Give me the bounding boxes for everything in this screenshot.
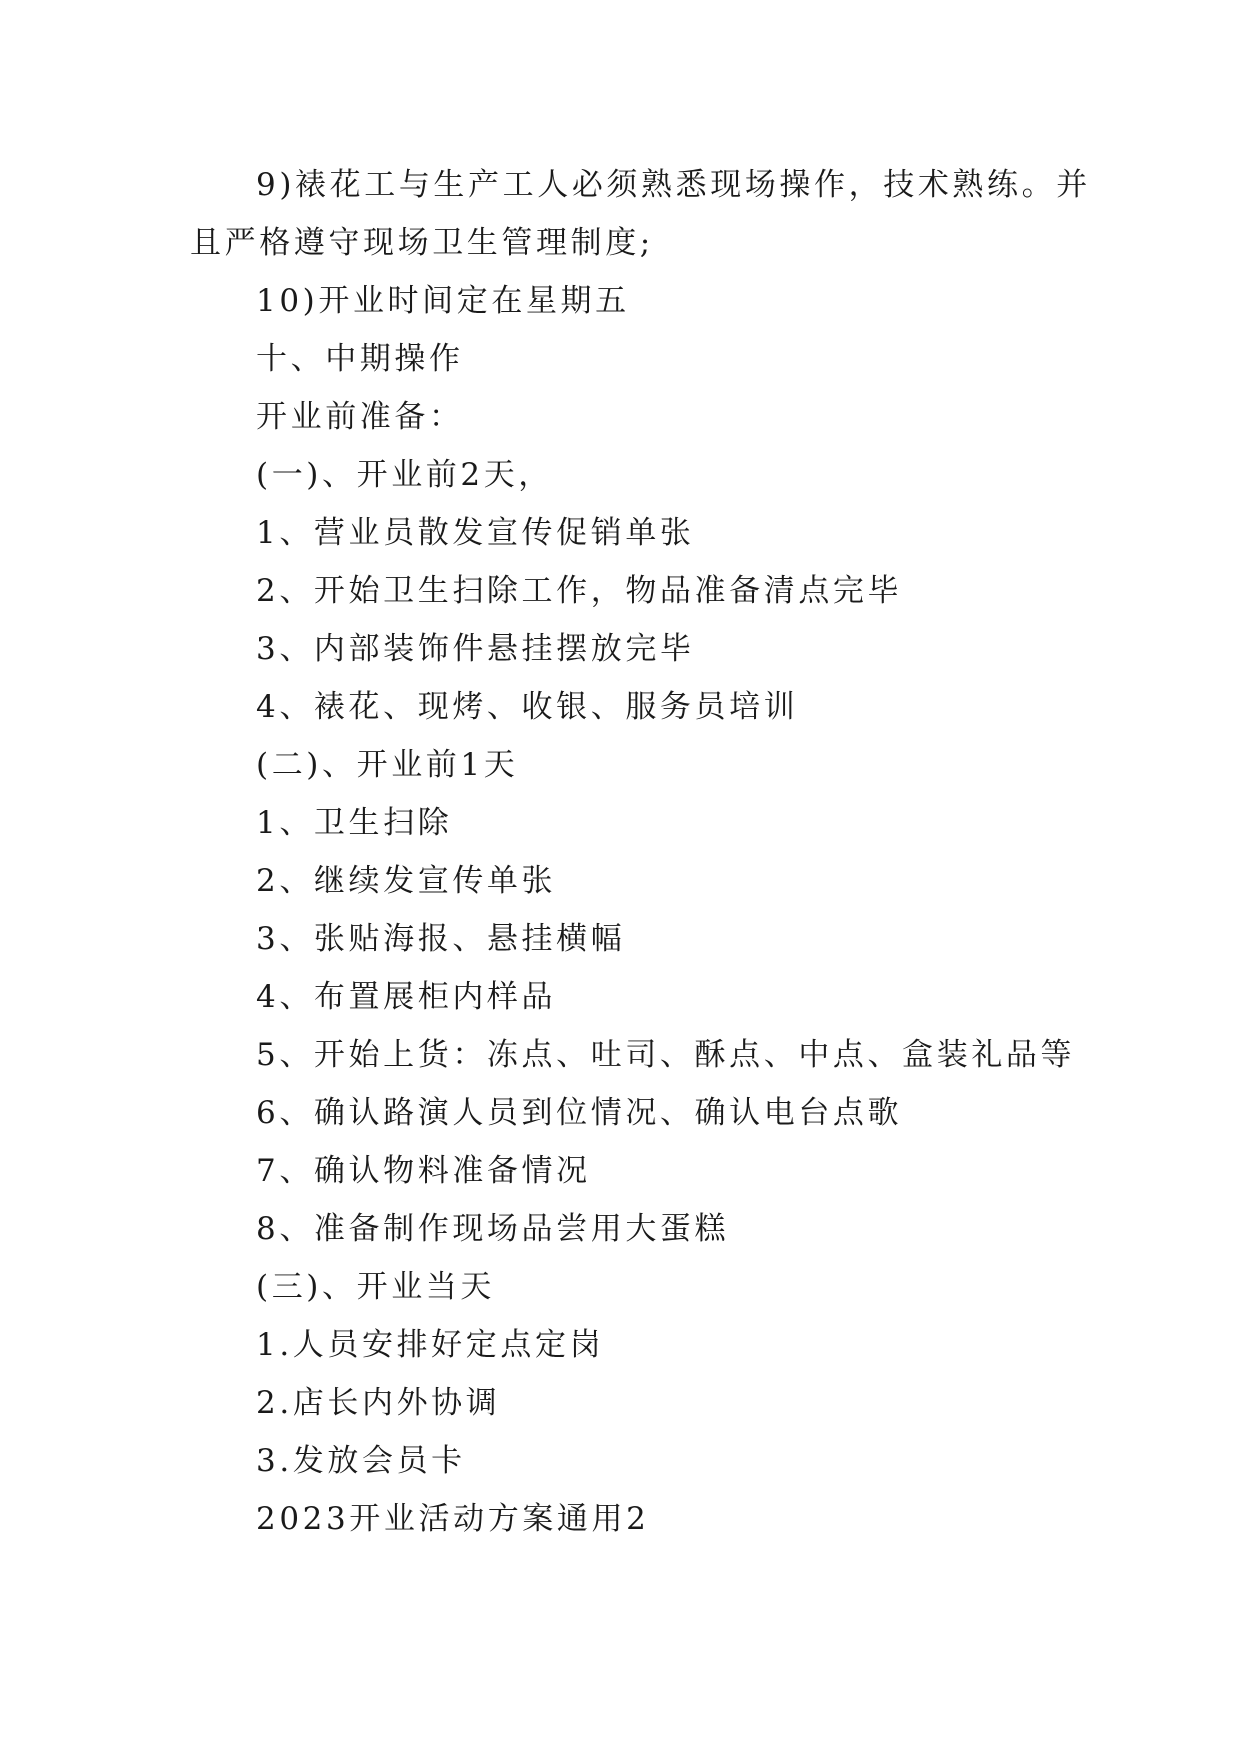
list-item: 5、开始上货：冻点、吐司、酥点、中点、盒装礼品等 <box>256 1037 1076 1073</box>
list-item: 8、准备制作现场品尝用大蛋糕 <box>256 1211 730 1247</box>
text-line: 10)开业时间定在星期五 <box>256 283 630 319</box>
list-item: 2.店长内外协调 <box>256 1385 501 1421</box>
list-item: 4、布置展柜内样品 <box>256 979 557 1015</box>
list-item: 3、内部装饰件悬挂摆放完毕 <box>256 631 695 667</box>
subsection-heading: (一)、开业前2天， <box>256 457 553 493</box>
document-title-line: 2023开业活动方案通用2 <box>256 1501 650 1537</box>
subsection-heading: (二)、开业前1天 <box>256 747 519 783</box>
subsection-heading: (三)、开业当天 <box>256 1269 495 1305</box>
list-item: 2、继续发宣传单张 <box>256 863 557 899</box>
list-item: 1.人员安排好定点定岗 <box>256 1327 605 1363</box>
list-item: 1、卫生扫除 <box>256 805 453 841</box>
list-item: 3、张贴海报、悬挂横幅 <box>256 921 626 957</box>
paragraph-9-line-1: 9)裱花工与生产工人必须熟悉现场操作，技术熟练。并 <box>256 167 1091 203</box>
list-item: 6、确认路演人员到位情况、确认电台点歌 <box>256 1095 903 1131</box>
section-heading: 十、中期操作 <box>256 341 464 377</box>
list-item: 7、确认物料准备情况 <box>256 1153 591 1189</box>
list-item: 3.发放会员卡 <box>256 1443 466 1479</box>
list-item: 4、裱花、现烤、收银、服务员培训 <box>256 689 799 725</box>
text-line: 开业前准备： <box>256 399 464 435</box>
list-item: 2、开始卫生扫除工作，物品准备清点完毕 <box>256 573 903 609</box>
paragraph-9-line-2: 且严格遵守现场卫生管理制度; <box>190 225 654 261</box>
list-item: 1、营业员散发宣传促销单张 <box>256 515 695 551</box>
